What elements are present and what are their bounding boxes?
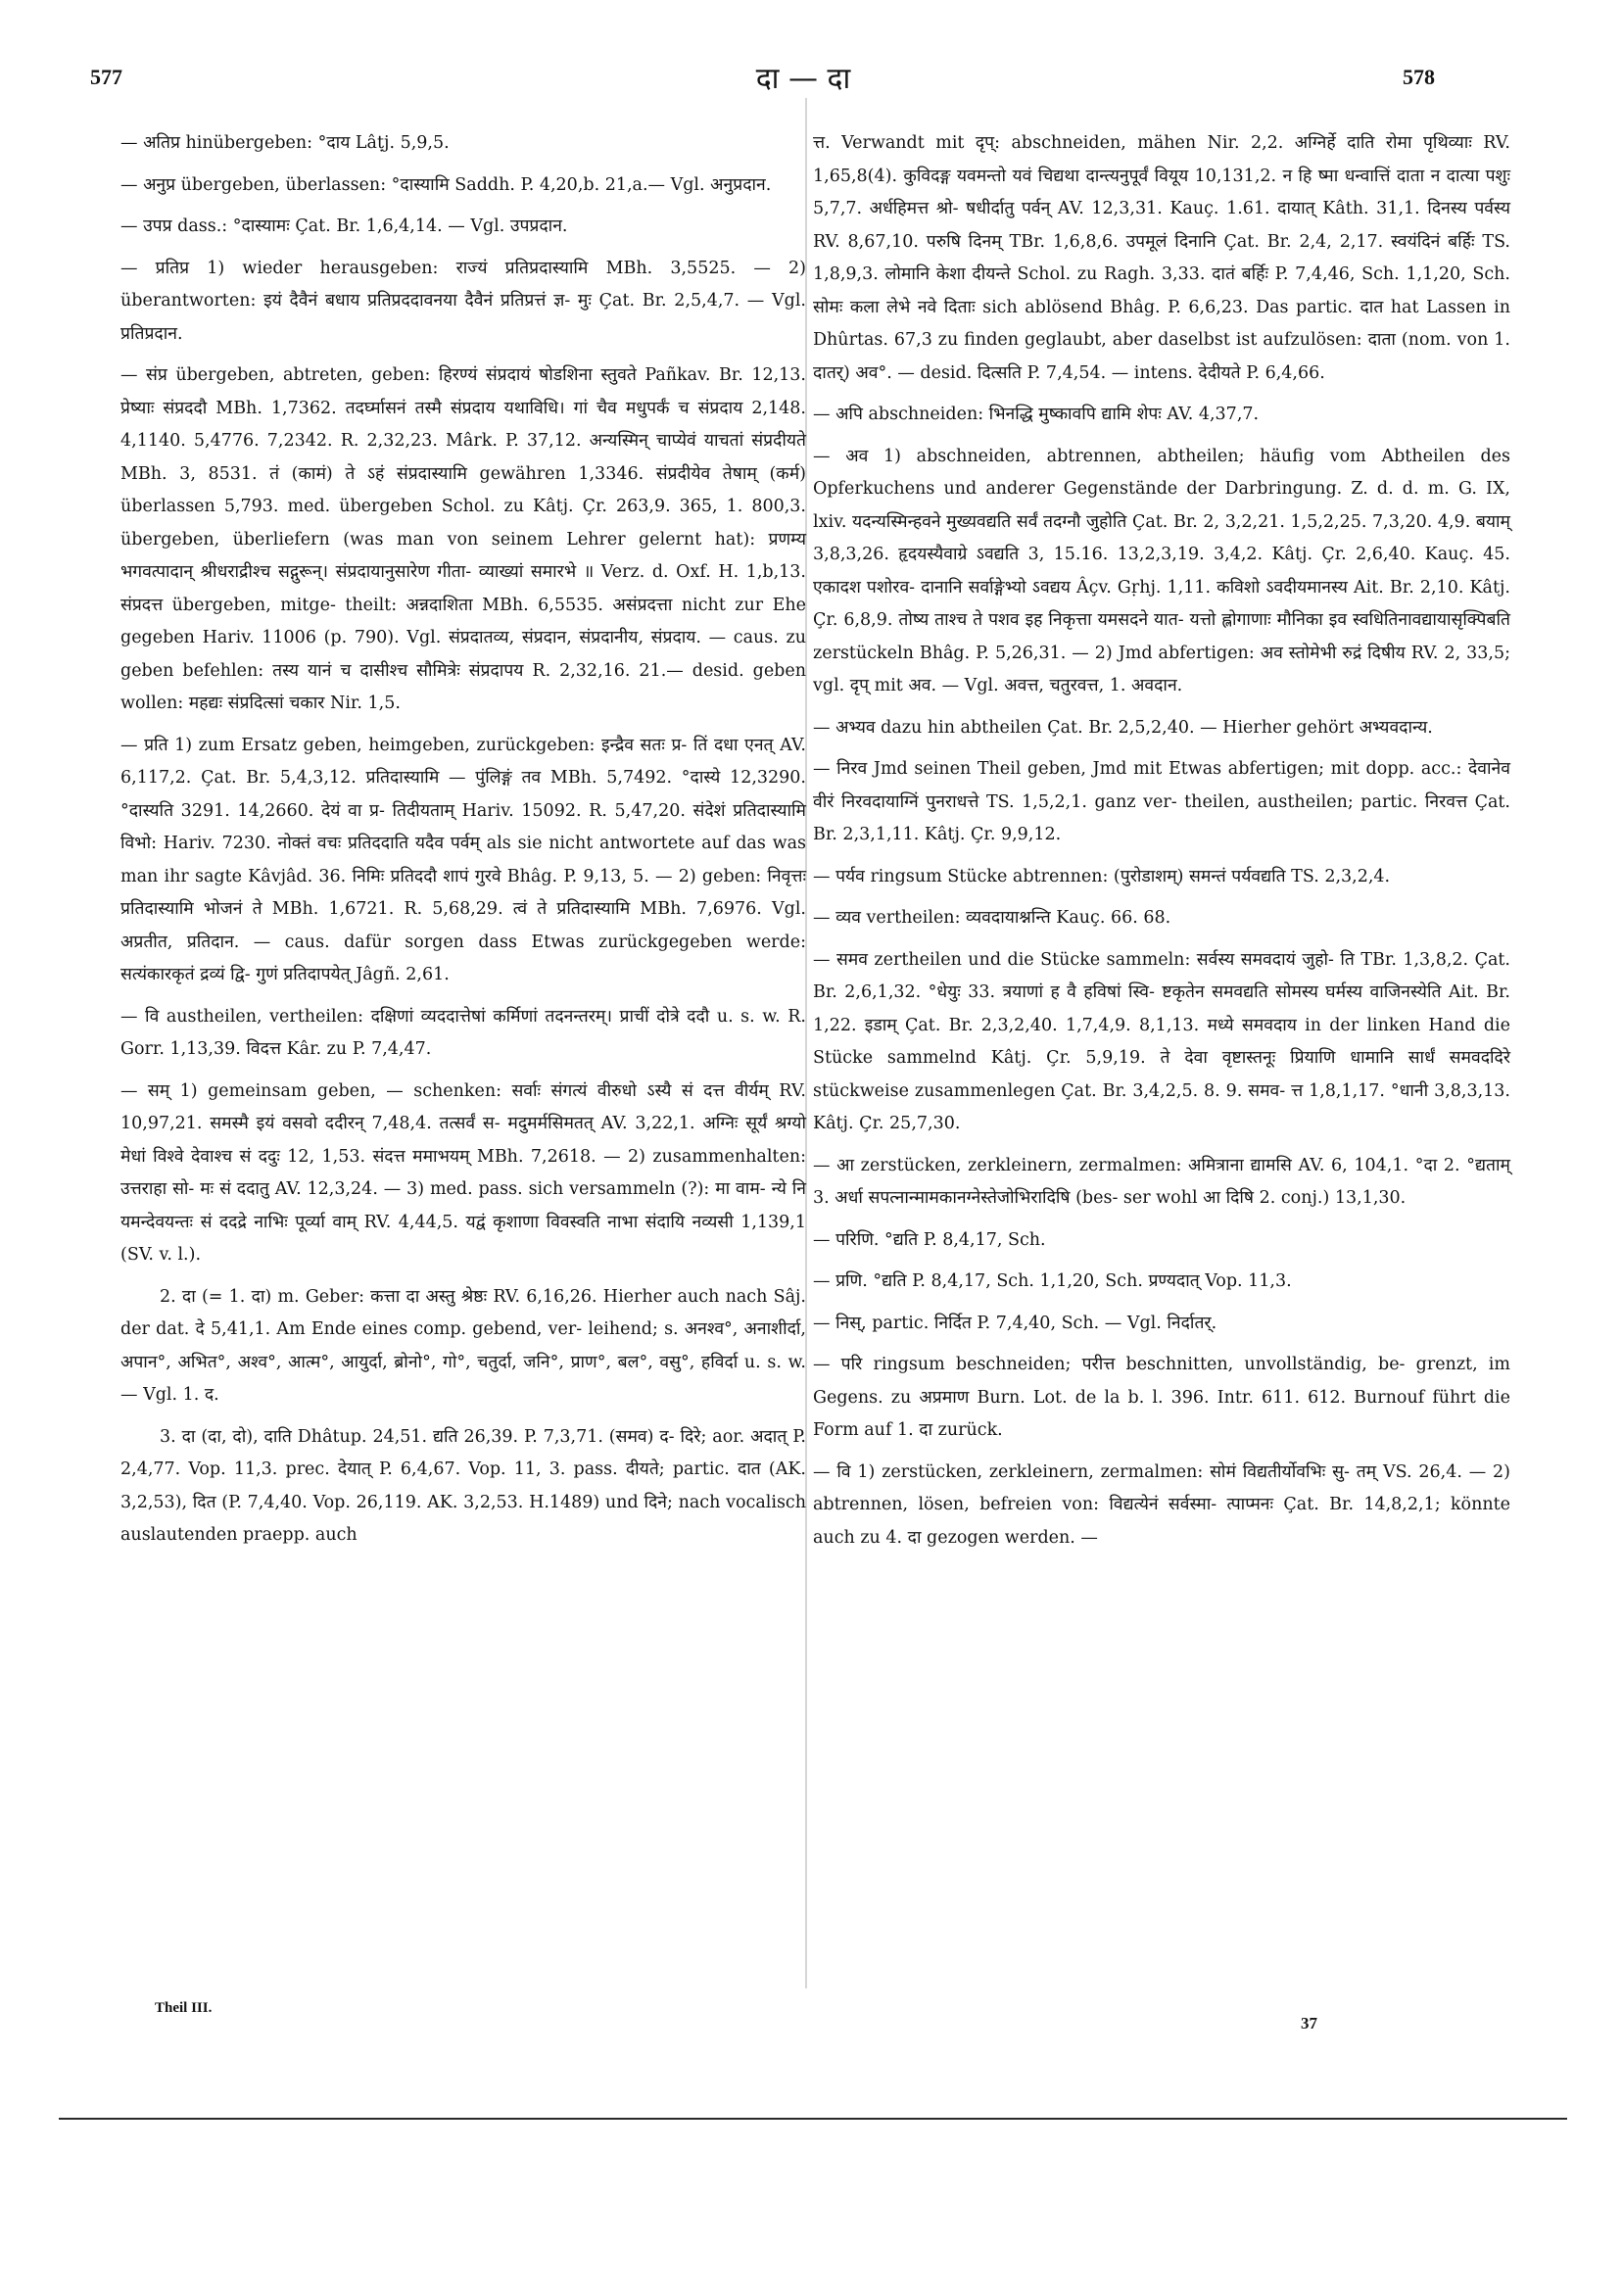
dictionary-entry: — व्यव vertheilen: व्यवदायाश्नन्ति Kauç. 66. 68. bbox=[813, 908, 1171, 928]
left-column bbox=[120, 127, 806, 1561]
running-head: दा — दा bbox=[755, 62, 851, 96]
dictionary-entry: — परिणि. °द्यति P. 8,4,17, Sch. bbox=[813, 1229, 1046, 1250]
dictionary-entry: — अभ्यव dazu hin abtheilen Çat. Br. 2,5,2,40. — Hierher gehört अभ्यवदान्य. bbox=[813, 717, 1433, 738]
dictionary-entry: — आ zerstücken, zerkleinern, zermalmen: अमित्राना द्यामसि AV. 6, 104,1. °दा 2. °द्यताम् 3. अर्धा सपत्नान्मामकानग्नेस्तेजोभिरादिषि (bes- ser wohl आ दिषि 2. conj.) 13,1,30. bbox=[813, 1155, 1510, 1208]
page-number-left: 577 bbox=[90, 65, 122, 89]
dictionary-entry: — उपप्र dass.: °दास्यामः Çat. Br. 1,6,4,14. — Vgl. उपप्रदान. bbox=[120, 216, 568, 236]
dictionary-entry: — पर्यव ringsum Stücke abtrennen: (पुरोडाशम्) समन्तं पर्यवद्यति TS. 2,3,2,4. bbox=[813, 866, 1391, 886]
right-column bbox=[813, 127, 1510, 1563]
dictionary-entry: — प्रति 1) zum Ersatz geben, heimgeben, zurückgeben: इन्द्रैव सतः प्र- तिं दधा एनत् AV. 6,117,2. Çat. Br. 5,4,3,12. प्रतिदास्यामि — पुंलिङ्गं तव MBh. 5,7492. °दास्ये 12,3290. °दास्यति 3291. 14,2660. देयं वा प्र- तिदीयताम् Hariv. 15092. R. 5,47,20. संदेशं प्रतिदास्यामि विभो: Hariv. 7230. नोक्तं वचः प्रतिददाति यदैव पर्वम् als sie nicht antwortete auf das was man ihr sagte Kâvjâd. 36. निमिः प्रतिददौ शापं गुरवे Bhâg. P. 9,13, 5. — 2) geben: निवृत्तः प्रतिदास्यामि भोजनं ते MBh. 1,6721. R. 5,68,29. त्वं ते प्रतिदास्यामि MBh. 7,6976. Vgl. अप्रतीत, प्रतिदान. — caus. dafür sorgen dass Etwas zurückgegeben werde: सत्यंकारकृतं द्रव्यं द्वि- गुणं प्रतिदापयेत् Jâgñ. 2,61. bbox=[120, 735, 806, 984]
dictionary-entry: — संप्र übergeben, abtreten, geben: हिरण्यं संप्रदायं षोडशिना स्तुवते Pañkav. Br. 12,13. प्रेष्याः संप्रददौ MBh. 1,7362. तदर्घ्मासनं तस्मै संप्रदाय यथाविधि। गां चैव मधुपर्कं च संप्रदाय 2,148. 4,1140. 5,4776. 7,2342. R. 2,32,23. Mârk. P. 37,12. अन्यस्मिन् चाप्येवं याचतां संप्रदीयते MBh. 3, 8531. तं (कामं) ते ऽहं संप्रदास्यामि gewähren 1,3346. संप्रदीयेव तेषाम् (कर्म) überlassen 5,793. med. übergeben Schol. zu Kâtj. Çr. 263,9. 365, 1. 800,3. übergeben, überliefern (was man von seinem Lehrer gelernt hat): प्रणम्य भगवत्पादान् श्रीधराद्रीश्च सद्गुरून्। संप्रदायानुसारेण गीता- व्याख्यां समारभे ॥ Verz. d. Oxf. H. 1,b,13. संप्रदत्त übergeben, mitge- theilt: अन्नदाशिता MBh. 6,5535. असंप्रदत्ता nicht zur Ehe gegeben Hariv. 11006 (p. 790). Vgl. संप्रदातव्य, संप्रदान, संप्रदानीय, संप्रदाय. — caus. zu geben befehlen: तस्य यानं च दासीश्च सौमित्रेः संप्रदापय R. 2,32,16. 21.— desid. geben wollen: महद्यः संप्रदित्सां चकार Nir. 1,5. bbox=[120, 365, 806, 713]
dictionary-entry: — अव 1) abschneiden, abtrennen, abtheilen; häufig vom Abtheilen des Opferkuchens und anderer Gegenstände der Darbringung. Z. d. d. m. G. IX, lxiv. यदन्यस्मिन्हवने मुख्यवद्यति सर्वं तदग्नौ जुहोति Çat. Br. 2, 3,2,21. 1,5,2,25. 7,3,20. 4,9. बयाम् 3,8,3,26. हृदयस्यैवाग्रे ऽवद्यति 3, 15.16. 13,2,3,19. 3,4,2. Kâtj. Çr. 2,6,40. Kauç. 45. एकादश पशोरव- दानानि सर्वाङ्गेभ्यो ऽवद्यय Âçv. Gṛhj. 1,11. कविशो ऽवदीयमानस्य Ait. Br. 2,10. Kâtj. Çr. 6,8,9. तोष्य ताश्च ते पशव इह निकृत्ता यमसदने यात- यत्तो ह्लोगाणाः मौनिका इव स्वधितिनावद्यायासृक्पिबति zerstückeln Bhâg. P. 5,26,31. — 2) Jmd abfertigen: अव स्तोमेभी रुद्रं दिषीय RV. 2, 33,5; vgl. दृप् mit अव. — Vgl. अवत्त, चतुरवत्त, 1. अवदान. bbox=[813, 446, 1510, 695]
dictionary-entry: — समव zertheilen und die Stücke sammeln: सर्वस्य समवदायं जुहो- ति TBr. 1,3,8,2. Çat. Br. 2,6,1,32. °धेयुः 33. त्रयाणां ह वै हविषां स्वि- ष्टकृतेन समवद्यति सोमस्य घर्मस्य वाजिनस्येति Ait. Br. 1,22. इडाम् Çat. Br. 2,3,2,40. 1,7,4,9. 8,1,13. मध्ये समवदाय in der linken Hand die Stücke sammelnd Kâtj. Çr. 5,9,19. ते देवा वृष्टास्तनूः प्रियाणि धामानि सार्धं समवददिरे stückweise zusammenlegen Çat. Br. 3,4,2,5. 8. 9. समव- त्त 1,8,1,17. °धानी 3,8,3,13. Kâtj. Çr. 25,7,30. bbox=[813, 949, 1510, 1133]
headword-entry: 3. दा (दा, दो), दाति Dhâtup. 24,51. द्यति 26,39. P. 7,3,71. (समव) द- दिरे; aor. अदात् P. 2,4,77. Vop. 11,3. prec. देयात् P. 6,4,67. Vop. 11, 3. pass. दीयते; partic. दात (AK. 3,2,53), दित (P. 7,4,40. Vop. 26,119. AK. 3,2,53. H.1489) und दिने; nach vocalisch auslautenden praepp. auch bbox=[120, 1426, 806, 1545]
dictionary-entry: — प्रतिप्र 1) wieder herausgeben: राज्यं प्रतिप्रदास्यामि MBh. 3,5525. — 2) überantworten: इयं दैवैनं बधाय प्रतिप्रददावनया दैवैनं प्रतिप्रत्तं ज्ञ- मुः Çat. Br. 2,5,4,7. — Vgl. प्रतिप्रदान. bbox=[120, 258, 806, 344]
page-number-right: 578 bbox=[1403, 65, 1435, 89]
dictionary-entry: — वि 1) zerstücken, zerkleinern, zermalmen: सोमं विद्यतीर्योवभिः सु- तम् VS. 26,4. — 2) abtrennen, lösen, befreien von: विद्यत्येनं सर्वस्मा- त्पाप्मनः Çat. Br. 14,8,2,1; könnte auch zu 4. दा gezogen werden. — bbox=[813, 1461, 1510, 1548]
dictionary-entry: — प्रणि. °द्यति P. 8,4,17, Sch. 1,1,20, Sch. प्रण्यदात् Vop. 11,3. bbox=[813, 1271, 1292, 1291]
dictionary-entry: — अनुप्र übergeben, überlassen: °दास्यामि Saddh. P. 4,20,b. 21,a.— Vgl. अनुप्रदान. bbox=[120, 174, 772, 195]
dictionary-entry: — सम् 1) gemeinsam geben, — schenken: सर्वाः संगत्यं वीरुधो ऽस्यै सं दत्त वीर्यम् RV. 10,97,21. समस्मै इयं वसवो ददीरन् 7,48,4. तत्सर्वं स- मदुमर्मसिमतत् AV. 3,22,1. अग्निः सूर्यं श्रग्यो मेधां विश्वे देवाश्च सं ददुः 12, 1,53. संदत्त ममाभयम् MBh. 7,2618. — 2) zusammenhalten: उत्तराहा सो- मः सं ददातु AV. 12,3,24. — 3) med. pass. sich versammeln (?): मा वाम- न्ये नि यमन्देवयन्तः सं ददद्रे नाभिः पूर्व्या वाम् RV. 4,44,5. यद्वं कृशाणा विवस्वति नाभा संदायि नव्यसी 1,139,1 (SV. v. l.). bbox=[120, 1080, 806, 1265]
dictionary-entry: — निस्, partic. निर्दित P. 7,4,40, Sch. — Vgl. निर्दातर्. bbox=[813, 1313, 1217, 1333]
dictionary-entry: — अपि abschneiden: भिनद्धि मुष्कावपि द्यामि शेपः AV. 4,37,7. bbox=[813, 405, 1260, 424]
dictionary-entry: त्त. Verwandt mit दृप्: abschneiden, mähen Nir. 2,2. अग्निर्हे दाति रोमा पृथिव्याः RV. 1,65,8(4). कुविदङ्ग यवमन्तो यवं चिद्यथा दान्त्यनुपूर्वं वियूय 10,131,2. न हि ष्मा धन्वात्तिं दाता न दात्या पशुः 5,7,7. अर्धहिमत्त श्रो- षधीर्दातु पर्वन् AV. 12,3,31. Kauç. 1.61. दायात् Kâth. 31,1. दिनस्य पर्वस्य RV. 8,67,10. परुषि दिनम् TBr. 1,6,8,6. उपमूलं दिनानि Çat. Br. 2,4, 2,17. स्वयंदिनं बर्हिः TS. 1,8,9,3. लोमानि केशा दीयन्ते Schol. zu Ragh. 3,33. दातं बर्हिः P. 7,4,46, Sch. 1,1,20, Sch. सोमः कला लेभे नवे दिताः sich ablösend Bhâg. P. 6,6,23. Das partic. दात hat Lassen in Dhûrtas. 67,3 zu finden geglaubt, aber daselbst ist aufzulösen: दाता (nom. von 1. दातर्) अव°. — desid. दित्सति P. 7,4,54. — intens. देदीयते P. 6,4,66. bbox=[813, 133, 1510, 383]
dictionary-entry: — परि ringsum beschneiden; परीत्त beschnitten, unvollständig, be- grenzt, im Gegens. zu अप्रमाण Burn. Lot. de la b. l. 396. Intr. 611. 612. Burnouf führt die Form auf 1. दा zurück. bbox=[813, 1355, 1510, 1440]
dictionary-entry: — निरव Jmd seinen Theil geben, Jmd mit Etwas abfertigen; mit dopp. acc.: देवानेव वीरं निरवदायाग्निं पुनराधत्ते TS. 1,5,2,1. ganz ver- theilen, austheilen; partic. निरवत्त Çat. Br. 2,3,1,11. Kâtj. Çr. 9,9,12. bbox=[813, 759, 1510, 844]
dictionary-entry: — अतिप्र hinübergeben: °दाय Lâṭj. 5,9,5. bbox=[120, 133, 450, 153]
dictionary-entry: — वि austheilen, vertheilen: दक्षिणां व्यददात्तेषां कर्मिणां तदनन्तरम्। प्राचीं दोत्रे ददौ u. s. w. R. Gorr. 1,13,39. विदत्त Kâr. zu P. 7,4,47. bbox=[120, 1006, 806, 1059]
volume-note: Theil III. bbox=[155, 2000, 213, 2016]
headword-entry: 2. दा (= 1. दा) m. Geber: कत्ता दा अस्तु श्रेष्ठः RV. 6,16,26. Hierher auch nach Sâj. der dat. दे 5,41,1. Am Ende eines comp. gebend, ver- leihend; s. अनश्व°, अनाशीर्दा, अपान°, अभित°, अश्व°, आत्म°, आयुर्दा, ब्रोनो°, गो°, चतुर्दा, जनि°, प्राण°, बल°, वसु°, हविर्दा u. s. w. — Vgl. 1. द. bbox=[120, 1286, 806, 1405]
signature-mark: 37 bbox=[1301, 2014, 1317, 2033]
bottom-rule bbox=[59, 2118, 1567, 2120]
